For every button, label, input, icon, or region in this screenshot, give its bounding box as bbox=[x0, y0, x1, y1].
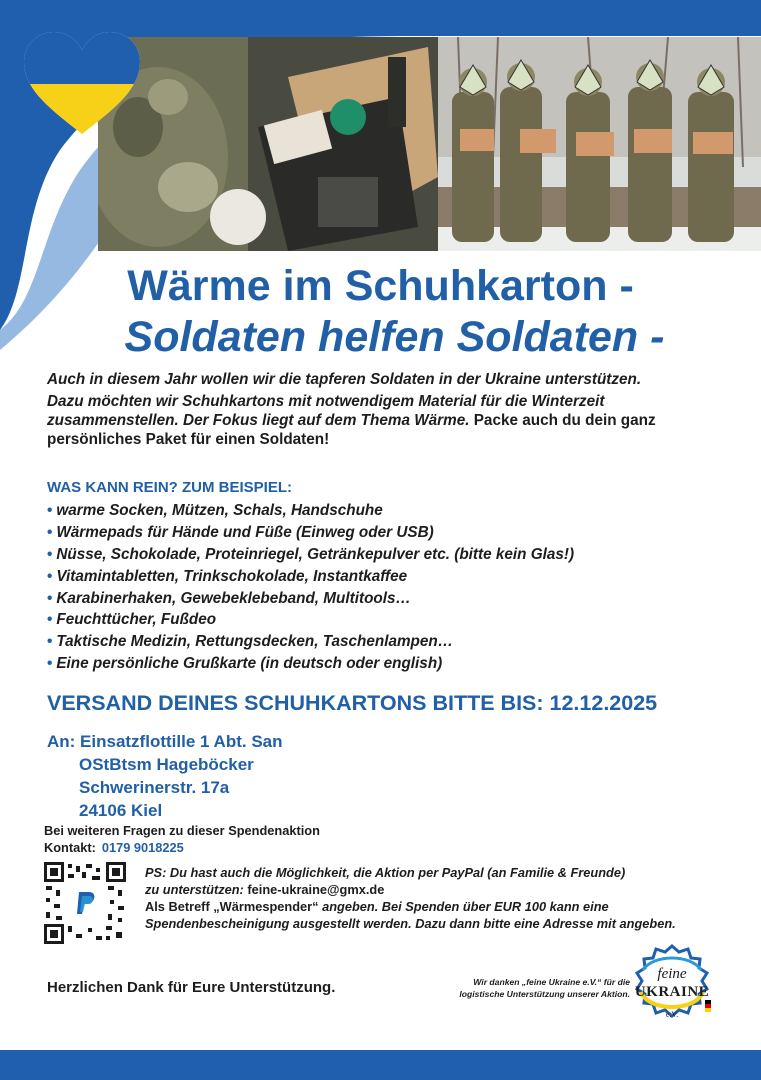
ps-line-2-italic: zu unterstützen: bbox=[145, 882, 244, 897]
contact-block bbox=[44, 822, 714, 856]
bullet-icon: • bbox=[47, 545, 53, 563]
bullet-icon: • bbox=[47, 567, 53, 585]
address-line-city: 24106 Kiel bbox=[79, 801, 163, 820]
list-item-text: Vitamintabletten, Trinkschokolade, Instantkaffee bbox=[56, 567, 408, 585]
logo-text-ev: e.V. bbox=[665, 1010, 679, 1019]
intro-text bbox=[47, 370, 717, 452]
bullet-icon: • bbox=[47, 611, 53, 629]
bullet-icon: • bbox=[47, 655, 53, 673]
ps-line-3-plain: Als Betreff „Wärmespender“ bbox=[145, 899, 319, 914]
ps-line-4: Spendenbescheinigung ausgestellt werden. Dazu dann bitte eine Adresse mit angeben. bbox=[145, 916, 676, 931]
ps-line-1: PS: Du hast auch die Möglichkeit, die Aktion per PayPal (an Familie & Freunde) bbox=[145, 865, 626, 880]
ps-line-3 bbox=[145, 898, 725, 915]
intro-paragraph-2-italic: Dazu möchten wir Schuhkartons mit notwendigem Material für die Winterzeit zusammenstellen. Der Fokus liegt auf dem Thema Wärme. bbox=[47, 393, 605, 429]
contact-phone[interactable]: 0179 9018225 bbox=[101, 840, 184, 855]
partner-line-2: logistische Unterstützung unserer Aktion. bbox=[459, 989, 630, 999]
address-line-name: OStBtsm Hageböcker bbox=[79, 755, 254, 774]
bullet-icon: • bbox=[47, 502, 53, 519]
list-item bbox=[47, 588, 717, 610]
list-item-text: Nüsse, Schokolade, Proteinriegel, Getränkepulver etc. (bitte kein Glas!) bbox=[56, 545, 575, 563]
bullet-icon: • bbox=[47, 523, 53, 541]
list-item-text: Feuchttücher, Fußdeo bbox=[56, 611, 217, 629]
list-item-text: Eine persönliche Grußkarte (in deutsch oder english) bbox=[56, 655, 443, 673]
address-line-street: Schwerinerstr. 17a bbox=[79, 778, 230, 797]
donation-items-list bbox=[47, 500, 717, 675]
partner-line-1: Wir danken „feine Ukraine e.V.“ für die bbox=[473, 977, 630, 987]
list-item-text: Wärmepads für Hände und Füße (Einweg oder USB) bbox=[56, 523, 434, 541]
soldiers-holding-shoeboxes-photo bbox=[438, 37, 761, 251]
shipping-deadline: VERSAND DEINES SCHUHKARTONS BITTE BIS: 12.12.2025 bbox=[47, 691, 658, 715]
intro-paragraph-2 bbox=[47, 392, 717, 449]
bullet-icon: • bbox=[47, 633, 53, 651]
feine-ukraine-logo bbox=[627, 942, 717, 1030]
list-item-text: warme Socken, Mützen, Schals, Handschuhe bbox=[56, 502, 383, 519]
bullet-icon: • bbox=[47, 589, 53, 607]
contact-line bbox=[44, 839, 714, 856]
soldier-packing-box-photo bbox=[98, 37, 438, 251]
list-item bbox=[47, 566, 717, 588]
list-item bbox=[47, 500, 717, 522]
list-item-text: Taktische Medizin, Rettungsdecken, Taschenlampen… bbox=[56, 633, 454, 651]
title-line-2: Soldaten helfen Soldaten - bbox=[124, 313, 665, 361]
list-item bbox=[47, 653, 717, 675]
logo-text-feine: feine bbox=[657, 966, 687, 982]
intro-paragraph-1: Auch in diesem Jahr wollen wir die tapferen Soldaten in der Ukraine unterstützen. bbox=[47, 371, 642, 388]
list-item-text: Karabinerhaken, Gewebeklebeband, Multitools… bbox=[56, 589, 411, 607]
list-item bbox=[47, 631, 717, 653]
paypal-note bbox=[145, 864, 725, 932]
ps-line-3-italic: angeben. Bei Spenden über EUR 100 kann eine bbox=[318, 899, 609, 914]
paypal-qr-code[interactable] bbox=[44, 862, 126, 944]
ps-email[interactable]: feine-ukraine@gmx.de bbox=[243, 882, 385, 897]
ps-line-2 bbox=[145, 881, 725, 898]
title-line-1: Wärme im Schuhkarton - bbox=[127, 262, 634, 310]
list-heading: WAS KANN REIN? ZUM BEISPIEL: bbox=[47, 479, 293, 496]
list-item bbox=[47, 609, 717, 631]
list-item bbox=[47, 522, 717, 544]
logo-text-ukraine: UKRAINE bbox=[634, 984, 710, 1000]
contact-questions: Bei weiteren Fragen zu dieser Spendenaktion bbox=[44, 823, 320, 838]
contact-label: Kontakt: bbox=[44, 840, 96, 855]
partner-thanks bbox=[436, 976, 630, 1000]
thanks-text: Herzlichen Dank für Eure Unterstützung. bbox=[47, 979, 336, 996]
bottom-blue-bar bbox=[0, 1050, 761, 1080]
address-line-recipient: An: Einsatzflottille 1 Abt. San bbox=[47, 732, 283, 751]
shipping-address bbox=[47, 730, 717, 822]
list-item bbox=[47, 544, 717, 566]
ukraine-flag-heart-icon bbox=[22, 30, 142, 138]
intro-paragraph-2-plain: Packe auch du dein ganz persönliches Paket für einen Soldaten! bbox=[47, 412, 656, 448]
